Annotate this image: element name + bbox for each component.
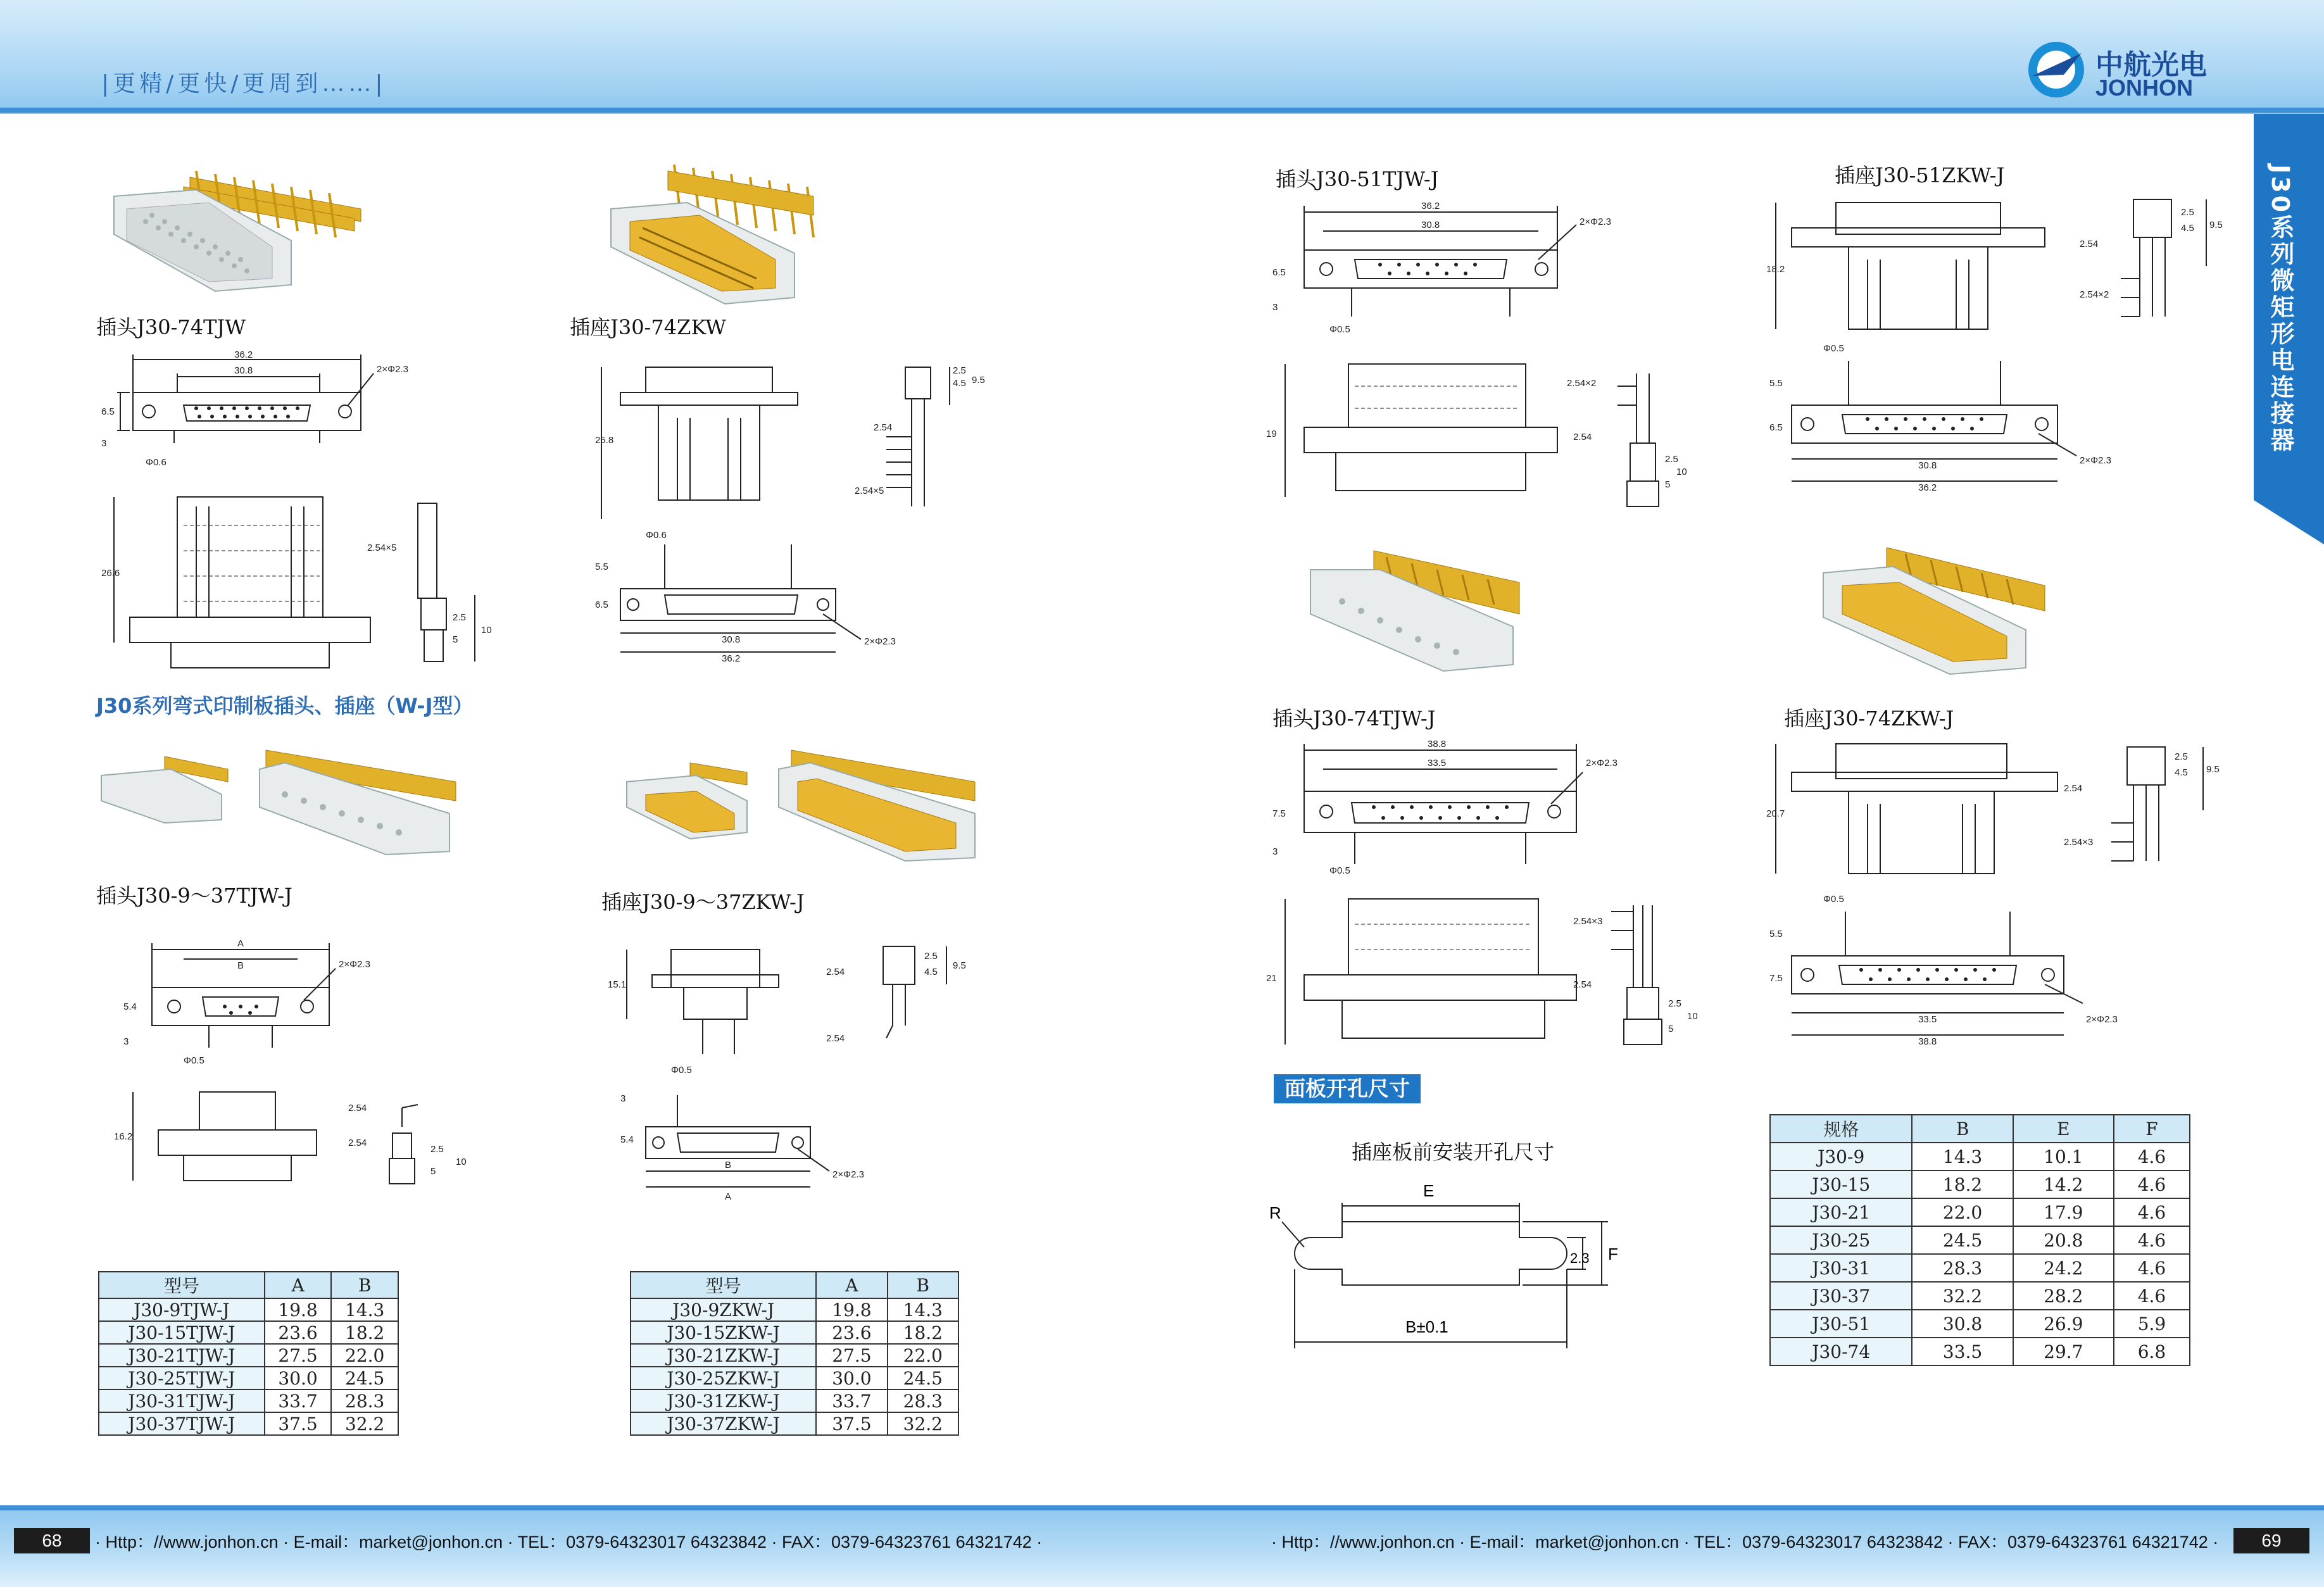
- table-cell: J30-51: [1770, 1310, 1912, 1338]
- table-cell: 14.3: [1912, 1143, 2013, 1170]
- d4-s3: 9.5: [953, 960, 966, 971]
- d7-height: 21: [1266, 973, 1277, 984]
- table-cell: 18.2: [331, 1321, 398, 1344]
- table-row: [631, 1412, 958, 1435]
- t1-col-model: 型号: [99, 1272, 265, 1298]
- d2-s1: 2.5: [953, 365, 966, 376]
- d2-s2: 4.5: [953, 378, 966, 389]
- table-row: [1770, 1143, 2190, 1170]
- t2-col-b: B: [888, 1272, 958, 1298]
- table-cell: 4.6: [2114, 1254, 2190, 1282]
- table-row: [99, 1321, 398, 1344]
- d4-t: 3: [620, 1093, 626, 1104]
- d1-pin: Φ0.6: [146, 457, 166, 468]
- table-cell: 33.7: [816, 1389, 887, 1412]
- table-cell: J30-37: [1770, 1282, 1912, 1310]
- label-p8: 插座J30-74ZKW-J: [1784, 706, 1954, 731]
- table-row: [1770, 1226, 2190, 1254]
- d8-pin: Φ0.5: [1823, 894, 1844, 905]
- d1-t: 3: [101, 438, 107, 449]
- table-row: [1770, 1282, 2190, 1310]
- d2-height: 25.8: [595, 435, 614, 446]
- d6-pitch: 2.54×2: [2080, 289, 2109, 300]
- label-p4: 插座J30-9～37ZKW-J: [601, 890, 805, 914]
- table-cell: J30-37ZKW-J: [631, 1412, 816, 1435]
- d1-pitch: 2.54×5: [367, 543, 397, 553]
- table-cell: 22.0: [331, 1344, 398, 1367]
- table-cell: J30-31ZKW-J: [631, 1389, 816, 1412]
- d8-holes: 2×Φ2.3: [2086, 1014, 2118, 1025]
- table-cell: 4.6: [2114, 1170, 2190, 1198]
- d4-b: B: [725, 1160, 732, 1170]
- cutout-e: E: [1423, 1181, 1435, 1200]
- table-row: [99, 1367, 398, 1389]
- table-row: [99, 1298, 398, 1321]
- label-p1: 插头J30-74TJW: [96, 315, 246, 339]
- table-cell: J30-74: [1770, 1338, 1912, 1365]
- table-cell: 28.3: [331, 1389, 398, 1412]
- drawing-d3: [114, 937, 494, 1228]
- table-cell: J30-15ZKW-J: [631, 1321, 816, 1344]
- d6-h2: 5.5: [1769, 378, 1783, 389]
- d7-pitch: 2.54×3: [1573, 916, 1603, 927]
- table-row: [99, 1344, 398, 1367]
- d5-s3: 10: [1676, 467, 1687, 477]
- d3-h: 5.4: [123, 1001, 137, 1012]
- d3-holes: 2×Φ2.3: [339, 959, 370, 970]
- table-cell: 10.1: [2013, 1143, 2114, 1170]
- table-cell: J30-31: [1770, 1254, 1912, 1282]
- d2-s3: 9.5: [972, 375, 985, 386]
- table-cell: J30-21: [1770, 1198, 1912, 1226]
- table-cell: 28.3: [1912, 1254, 2013, 1282]
- d8-h: 7.5: [1769, 973, 1783, 984]
- table-cell: 23.6: [816, 1321, 887, 1344]
- footer-rule: [0, 1505, 2324, 1510]
- table-cell: 4.6: [2114, 1282, 2190, 1310]
- d4-h: 5.4: [620, 1134, 634, 1145]
- d8-h2: 5.5: [1769, 929, 1783, 939]
- t3-col-spec: 规格: [1770, 1115, 1912, 1143]
- d7-holes: 2×Φ2.3: [1586, 758, 1617, 768]
- table-row: [99, 1389, 398, 1412]
- d5-pitch: 2.54×2: [1567, 378, 1597, 389]
- table-cell: 29.7: [2013, 1338, 2114, 1365]
- table-cell: 30.0: [816, 1367, 887, 1389]
- d7-t: 3: [1272, 846, 1278, 857]
- drawing-d5: [1266, 196, 1687, 513]
- logo-cn-text: 中航光电: [2095, 49, 2207, 81]
- cutout-subtitle: 插座板前安装开孔尺寸: [1352, 1140, 1555, 1164]
- d2-h2: 5.5: [595, 561, 608, 572]
- table-row: [631, 1321, 958, 1344]
- page-number-right: 69: [2233, 1528, 2309, 1553]
- logo-emblem-icon: [2026, 38, 2089, 101]
- table-row: [1770, 1310, 2190, 1338]
- d3-height: 16.2: [114, 1131, 133, 1142]
- d2-bolt: 30.8: [722, 634, 741, 645]
- d3-b: B: [237, 960, 244, 971]
- d5-height: 19: [1266, 429, 1277, 439]
- d6-h: 6.5: [1769, 422, 1783, 433]
- d4-s1: 2.5: [924, 951, 938, 962]
- table-cell: 20.8: [2013, 1226, 2114, 1254]
- label-p2: 插座J30-74ZKW: [570, 315, 726, 339]
- d3-s1: 2.5: [430, 1144, 444, 1155]
- t1-col-a: A: [265, 1272, 332, 1298]
- cutout-f: F: [1608, 1245, 1618, 1264]
- d1-height: 26.6: [101, 568, 120, 579]
- d8-s2: 4.5: [2175, 767, 2188, 778]
- d6-pin: Φ0.5: [1823, 343, 1844, 354]
- table-cell: J30-25ZKW-J: [631, 1367, 816, 1389]
- t3-col-b: B: [1912, 1115, 2013, 1143]
- product-photo-j30-74tjw-j: [1304, 544, 1532, 677]
- d6-height: 18.2: [1766, 264, 1785, 275]
- table-row: [1770, 1254, 2190, 1282]
- d5-s2: 5: [1665, 479, 1671, 490]
- table-cell: J30-37TJW-J: [99, 1412, 265, 1435]
- d3-s2: 5: [430, 1166, 436, 1177]
- table-row: [631, 1389, 958, 1412]
- t2-col-model: 型号: [631, 1272, 816, 1298]
- d6-p0: 2.54: [2080, 239, 2099, 249]
- table-row: [631, 1298, 958, 1321]
- d8-bolt: 33.5: [1918, 1014, 1937, 1025]
- table-cell: J30-31TJW-J: [99, 1389, 265, 1412]
- table-cell: 37.5: [265, 1412, 332, 1435]
- table-cell: J30-15: [1770, 1170, 1912, 1198]
- table-cell: 4.6: [2114, 1143, 2190, 1170]
- table-cell: 19.8: [816, 1298, 887, 1321]
- d7-s3: 10: [1687, 1011, 1698, 1022]
- drawing-d4: [608, 937, 1000, 1215]
- t1-col-b: B: [331, 1272, 398, 1298]
- d6-s3: 9.5: [2209, 220, 2223, 230]
- table-cell: 22.0: [888, 1344, 958, 1367]
- d5-s1: 2.5: [1665, 454, 1678, 465]
- label-p5: 插头J30-51TJW-J: [1276, 167, 1439, 191]
- table-cell: J30-9TJW-J: [99, 1298, 265, 1321]
- table-cell: 5.9: [2114, 1310, 2190, 1338]
- d6-s2: 4.5: [2181, 223, 2194, 234]
- slogan: |更精/更快/更周到……|: [101, 71, 387, 97]
- cutout-r: R: [1269, 1203, 1281, 1222]
- table-cell: J30-9ZKW-J: [631, 1298, 816, 1321]
- table-cell: 33.7: [265, 1389, 332, 1412]
- table-cell: 14.2: [2013, 1170, 2114, 1198]
- d2-h: 6.5: [595, 599, 608, 610]
- table-cell: 27.5: [265, 1344, 332, 1367]
- table-row: [1770, 1170, 2190, 1198]
- table-cell: 18.2: [1912, 1170, 2013, 1198]
- d1-p1: 2.5: [453, 612, 466, 623]
- d8-s3: 9.5: [2206, 764, 2220, 775]
- d2-width: 36.2: [722, 653, 741, 664]
- d1-bolt: 30.8: [234, 365, 253, 376]
- drawing-d6: [1766, 190, 2222, 506]
- drawing-d1: [101, 342, 519, 671]
- table-cell: 23.6: [265, 1321, 332, 1344]
- table-cell: 26.9: [2013, 1310, 2114, 1338]
- d2-p0: 2.54: [874, 422, 893, 433]
- d4-a: A: [725, 1191, 732, 1202]
- d6-s1: 2.5: [2181, 207, 2194, 218]
- table-tjw-j: [98, 1271, 399, 1436]
- d3-s3: 10: [456, 1157, 467, 1167]
- table-row: [1770, 1198, 2190, 1226]
- table-cell: 24.5: [888, 1367, 958, 1389]
- d7-s1: 2.5: [1668, 998, 1681, 1009]
- drawing-d8: [1766, 734, 2222, 1051]
- d4-p1: 2.54: [826, 1033, 845, 1044]
- jonhon-logo: [2026, 38, 2216, 106]
- table-cell: 4.6: [2114, 1226, 2190, 1254]
- d4-p0: 2.54: [826, 967, 845, 977]
- d3-p1: 2.54: [348, 1138, 367, 1148]
- d1-p3: 10: [481, 625, 492, 636]
- table-cell: J30-21TJW-J: [99, 1344, 265, 1367]
- table-cell: 30.0: [265, 1367, 332, 1389]
- header-rule: [0, 108, 2324, 113]
- d6-bolt: 30.8: [1918, 460, 1937, 471]
- label-p6: 插座J30-51ZKW-J: [1835, 163, 2005, 187]
- cutout-h: 2.3: [1570, 1250, 1590, 1266]
- label-p3: 插头J30-9～37TJW-J: [96, 884, 292, 908]
- d7-width: 38.8: [1428, 739, 1447, 750]
- table-cell: 14.3: [888, 1298, 958, 1321]
- d8-s1: 2.5: [2175, 751, 2188, 762]
- logo-en-text: JONHON: [2095, 75, 2194, 101]
- d7-h: 7.5: [1272, 808, 1286, 819]
- d8-width: 38.8: [1918, 1036, 1937, 1047]
- d5-pin: Φ0.5: [1329, 324, 1350, 335]
- d2-pitch: 2.54×5: [855, 486, 884, 496]
- d5-t: 3: [1272, 302, 1278, 313]
- d8-p0: 2.54: [2064, 783, 2083, 794]
- d3-a: A: [237, 938, 244, 949]
- d7-p0: 2.54: [1573, 979, 1592, 990]
- d3-t: 3: [123, 1036, 129, 1047]
- contact-line-right: · Http：//www.jonhon.cn · E-mail：market@jonhon.cn · TEL：0379-64323017 64323842 · FAX：0379-64323761 64321742 ·: [1271, 1533, 2219, 1552]
- d1-h: 6.5: [101, 406, 115, 417]
- table-cell: 24.5: [1912, 1226, 2013, 1254]
- d1-p2: 5: [453, 634, 458, 645]
- table-cell: 6.8: [2114, 1338, 2190, 1365]
- table-row: [631, 1367, 958, 1389]
- drawing-d7: [1266, 734, 1709, 1051]
- table-cell: 32.2: [331, 1412, 398, 1435]
- table-cell: 17.9: [2013, 1198, 2114, 1226]
- d5-holes: 2×Φ2.3: [1580, 216, 1611, 227]
- table-cell: 18.2: [888, 1321, 958, 1344]
- d5-bolt: 30.8: [1421, 220, 1440, 230]
- d5-h: 6.5: [1272, 267, 1286, 278]
- table-cell: 32.2: [888, 1412, 958, 1435]
- table-cell: 33.5: [1912, 1338, 2013, 1365]
- d3-p0: 2.54: [348, 1103, 367, 1113]
- d8-height: 20.7: [1766, 808, 1785, 819]
- panel-cutout-title: 面板开孔尺寸: [1274, 1074, 1421, 1103]
- table-cell: 24.5: [331, 1367, 398, 1389]
- label-p7: 插头J30-74TJW-J: [1272, 706, 1436, 731]
- table-cell: 14.3: [331, 1298, 398, 1321]
- table-cell: 28.3: [888, 1389, 958, 1412]
- table-cell: 24.2: [2013, 1254, 2114, 1282]
- table-cell: J30-25TJW-J: [99, 1367, 265, 1389]
- table-cell: J30-25: [1770, 1226, 1912, 1254]
- t3-col-f: F: [2114, 1115, 2190, 1143]
- side-tab-text: J30系列微矩形电连接器: [2266, 165, 2294, 455]
- table-cell: 27.5: [816, 1344, 887, 1367]
- table-cell: 19.8: [265, 1298, 332, 1321]
- product-photo-j30-9-37tjw: [95, 744, 475, 858]
- table-cutout-spec: [1769, 1114, 2190, 1366]
- table-cell: 4.6: [2114, 1198, 2190, 1226]
- drawing-d2: [595, 354, 1000, 677]
- d8-pitch: 2.54×3: [2064, 837, 2094, 848]
- d7-bolt: 33.5: [1428, 758, 1447, 768]
- page-number-left: 68: [14, 1528, 90, 1553]
- t3-col-e: E: [2013, 1115, 2114, 1143]
- panel-cutout-drawing: [1266, 1177, 1621, 1361]
- table-cell: 22.0: [1912, 1198, 2013, 1226]
- table-cell: J30-21ZKW-J: [631, 1344, 816, 1367]
- product-photo-j30-74zkw: [605, 158, 858, 310]
- d2-pin: Φ0.6: [646, 530, 667, 541]
- table-row: [99, 1412, 398, 1435]
- table-cell: J30-9: [1770, 1143, 1912, 1170]
- table-zkw-j: [630, 1271, 959, 1436]
- d5-width: 36.2: [1421, 201, 1440, 211]
- t2-col-a: A: [816, 1272, 887, 1298]
- cutout-b: B±0.1: [1405, 1317, 1448, 1336]
- product-photo-j30-74tjw: [108, 158, 367, 298]
- product-photo-j30-9-37zkw: [620, 744, 1000, 858]
- d6-holes: 2×Φ2.3: [2080, 455, 2111, 466]
- d4-s2: 4.5: [924, 967, 938, 977]
- table-cell: 32.2: [1912, 1282, 2013, 1310]
- d5-p0: 2.54: [1573, 432, 1592, 442]
- contact-line-left: · Http：//www.jonhon.cn · E-mail：market@jonhon.cn · TEL：0379-64323017 64323842 · FAX：0379-64323761 64321742 ·: [95, 1533, 1043, 1552]
- d3-pin: Φ0.5: [184, 1055, 204, 1066]
- d1-holes: 2×Φ2.3: [377, 364, 408, 375]
- table-cell: 30.8: [1912, 1310, 2013, 1338]
- d4-holes: 2×Φ2.3: [832, 1169, 864, 1180]
- d7-s2: 5: [1668, 1024, 1674, 1034]
- table-cell: 37.5: [816, 1412, 887, 1435]
- d1-width: 36.2: [234, 349, 253, 360]
- table-cell: 28.2: [2013, 1282, 2114, 1310]
- d6-width: 36.2: [1918, 482, 1937, 493]
- d4-pin: Φ0.5: [671, 1065, 692, 1076]
- d2-holes: 2×Φ2.3: [864, 636, 896, 647]
- d4-height: 15.1: [608, 979, 627, 990]
- table-cell: J30-15TJW-J: [99, 1321, 265, 1344]
- d7-pin: Φ0.5: [1329, 865, 1350, 876]
- table-row: [1770, 1338, 2190, 1365]
- section-title-w-j: J30系列弯式印制板插头、插座（W-J型）: [96, 694, 474, 718]
- table-row: [631, 1344, 958, 1367]
- product-photo-j30-74zkw-j: [1817, 541, 2057, 681]
